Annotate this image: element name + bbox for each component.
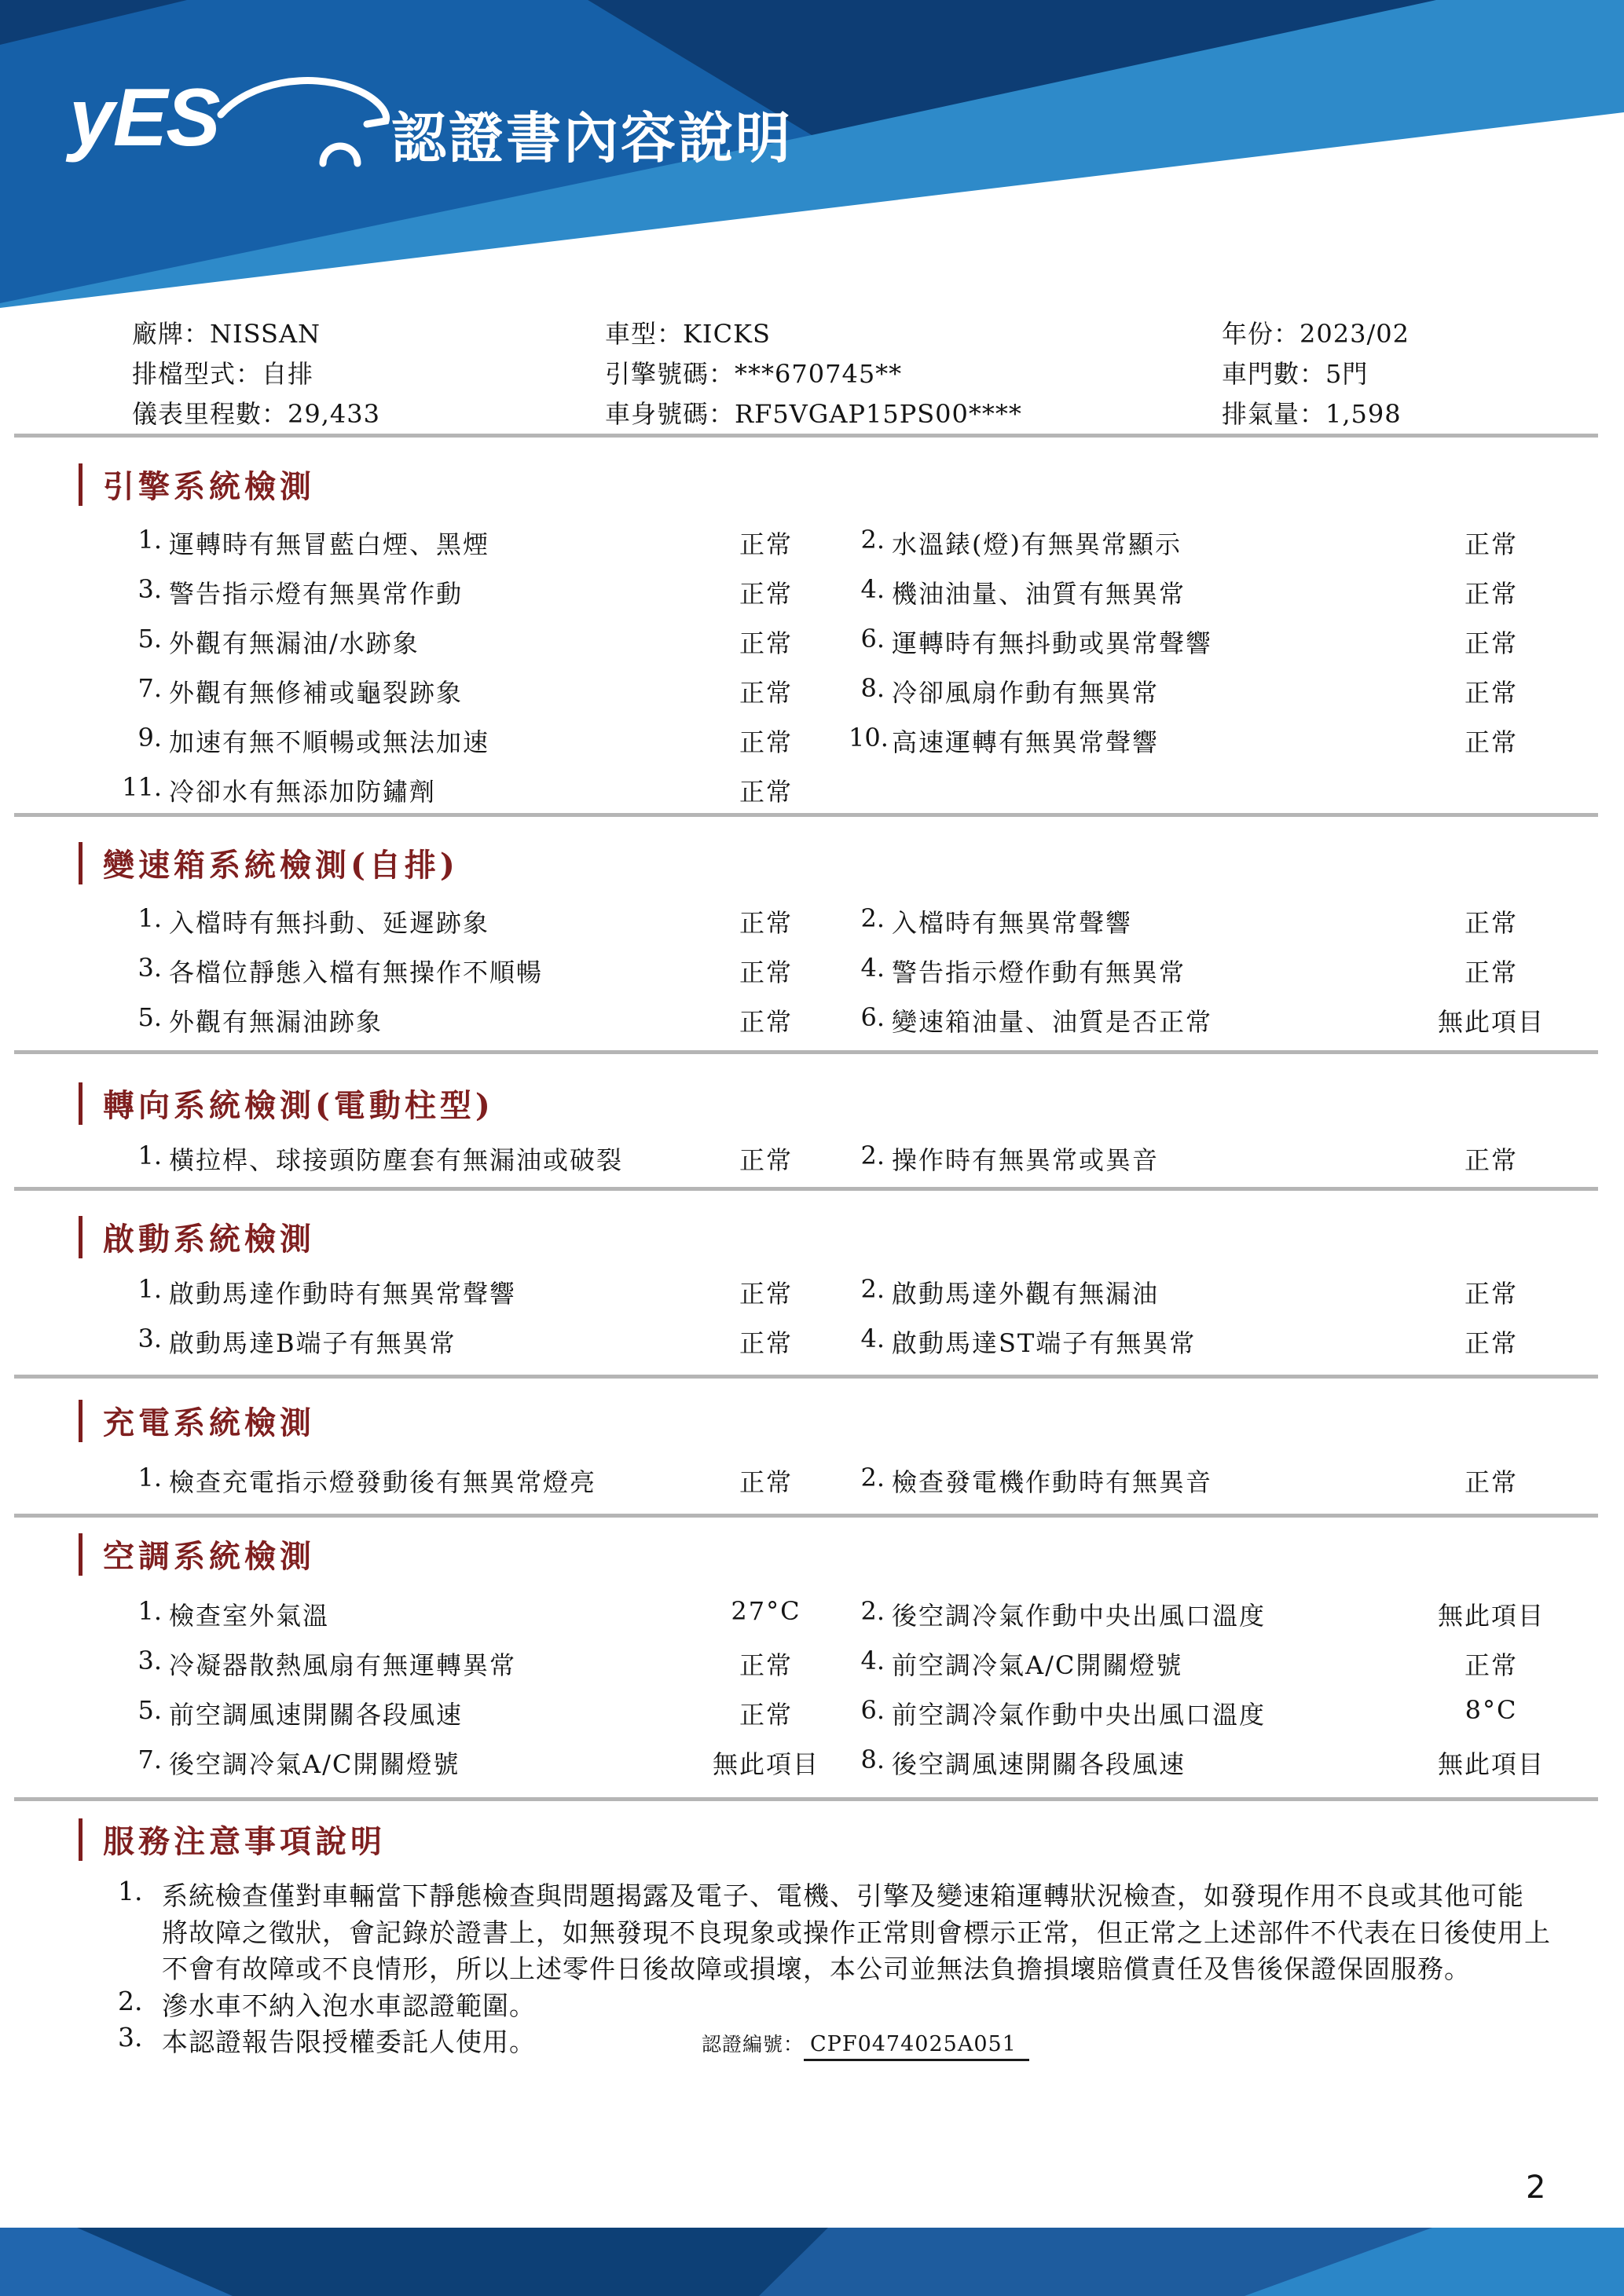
divider [14, 1050, 1598, 1054]
transmission-items [0, 903, 1624, 1052]
item-label: 檢查充電指示燈發動後有無異常燈亮 [169, 1467, 597, 1497]
item-no: 4. [860, 1324, 885, 1353]
item-no: 3. [137, 953, 162, 983]
item-label: 外觀有無修補或龜裂跡象 [169, 678, 464, 708]
item-no: 6. [860, 1695, 885, 1725]
item-result: 正常 [739, 908, 793, 938]
item-no: 1. [137, 903, 162, 933]
item-label: 冷卻風扇作動有無異常 [892, 678, 1160, 708]
item-no: 2. [860, 1274, 885, 1304]
car-icon [207, 71, 395, 173]
item-result: 正常 [1464, 1650, 1518, 1680]
item-no: 11. [122, 772, 162, 802]
item-no: 4. [860, 1646, 885, 1675]
item-no: 8. [860, 673, 885, 703]
title-bar [79, 842, 82, 884]
info-vin: 車身號碼：RF5VGAP15PS00**** [605, 399, 1022, 429]
item-no: 4. [860, 953, 885, 983]
item-result: 無此項目 [712, 1749, 819, 1779]
item-label: 前空調風速開關各段風速 [169, 1700, 464, 1730]
item-label: 入檔時有無抖動、延遲跡象 [169, 908, 490, 938]
item-no: 5. [137, 624, 162, 654]
item-no: 2. [860, 525, 885, 555]
info-model: 車型：KICKS [605, 319, 771, 349]
info-engine-no: 引擎號碼：***670745** [605, 359, 903, 389]
note-1-line-3: 不會有故障或不良情形，所以上述零件日後故障或損壞，本公司並無法負擔損壞賠償責任及售後保證保固服務。 [162, 1954, 1471, 1984]
item-result: 正常 [1464, 628, 1518, 658]
item-result: 無此項目 [1437, 1007, 1545, 1037]
section-title-engine: 引擎系統檢測 [79, 462, 315, 507]
item-result: 正常 [1464, 1467, 1518, 1497]
title-bar [79, 1400, 82, 1442]
item-label: 各檔位靜態入檔有無操作不順暢 [169, 958, 544, 987]
item-label: 檢查室外氣溫 [169, 1601, 330, 1631]
starter-items [0, 1274, 1624, 1373]
item-no: 1. [137, 1141, 162, 1170]
title-bar [79, 1082, 82, 1125]
item-label: 啟動馬達外觀有無漏油 [892, 1279, 1160, 1309]
item-label: 變速箱油量、油質是否正常 [892, 1007, 1213, 1037]
title-bar [79, 463, 82, 506]
yes-logo-text: yES [69, 72, 219, 163]
item-label: 啟動馬達B端子有無異常 [169, 1328, 456, 1358]
item-label: 橫拉桿、球接頭防塵套有無漏油或破裂 [169, 1145, 624, 1175]
info-year: 年份：2023/02 [1222, 319, 1410, 349]
item-result: 正常 [1464, 958, 1518, 987]
item-no: 10. [849, 723, 889, 753]
note-1-line-2: 將故障之徵狀，會記錄於證書上，如無發現不良現象或操作正常則會標示正常，但正常之上述部件不代表在日後使用上 [162, 1917, 1551, 1948]
item-label: 加速有無不順暢或無法加速 [169, 727, 490, 757]
divider [14, 434, 1598, 438]
item-result: 無此項目 [1437, 1749, 1545, 1779]
note-1-line-1: 1. 系統檢查僅對車輛當下靜態檢查與問題揭露及電子、電機、引擎及變速箱運轉狀況檢查，如發現作用不良或其他可能 [118, 1876, 1524, 1911]
item-no: 2. [860, 903, 885, 933]
item-label: 外觀有無漏油跡象 [169, 1007, 383, 1037]
item-no: 9. [137, 723, 162, 753]
item-result: 正常 [739, 1145, 793, 1175]
item-result: 正常 [739, 958, 793, 987]
vehicle-info [132, 314, 1583, 434]
ac-items [0, 1596, 1624, 1794]
item-result: 正常 [1464, 529, 1518, 559]
item-label: 後空調冷氣A/C開關燈號 [169, 1749, 460, 1779]
item-result: 正常 [1464, 727, 1518, 757]
title-bar [79, 1818, 82, 1861]
info-brand: 廠牌：NISSAN [132, 319, 321, 349]
divider [14, 1797, 1598, 1801]
item-label: 啟動馬達ST端子有無異常 [892, 1328, 1197, 1358]
steering-items [0, 1141, 1624, 1190]
info-mileage: 儀表里程數：29,433 [132, 399, 380, 429]
item-no: 1. [137, 1596, 162, 1626]
item-result: 正常 [1464, 678, 1518, 708]
item-result: 正常 [1464, 1279, 1518, 1309]
footer-banner [0, 2228, 1624, 2296]
certificate-number-value: CPF0474025A051 [804, 2032, 1029, 2061]
item-label: 啟動馬達作動時有無異常聲響 [169, 1279, 517, 1309]
section-title-starter: 啟動系統檢測 [79, 1214, 315, 1259]
item-label: 檢查發電機作動時有無異音 [892, 1467, 1213, 1497]
item-label: 警告指示燈作動有無異常 [892, 958, 1186, 987]
item-label: 後空調風速開關各段風速 [892, 1749, 1186, 1779]
item-no: 4. [860, 574, 885, 604]
item-no: 3. [137, 574, 162, 604]
item-result: 正常 [739, 777, 793, 807]
item-no: 1. [137, 1274, 162, 1304]
item-no: 7. [137, 673, 162, 703]
section-title-steering: 轉向系統檢測(電動柱型) [79, 1081, 494, 1126]
section-title-notes: 服務注意事項說明 [79, 1817, 386, 1862]
item-no: 7. [137, 1745, 162, 1774]
item-result: 正常 [739, 727, 793, 757]
item-no: 1. [137, 525, 162, 555]
item-result: 正常 [739, 1650, 793, 1680]
item-result: 正常 [739, 1328, 793, 1358]
divider [14, 813, 1598, 817]
item-result: 無此項目 [1437, 1601, 1545, 1631]
section-title-ac: 空調系統檢測 [79, 1532, 315, 1576]
certificate-number-label: 認證編號： [702, 2033, 805, 2056]
info-displacement: 排氣量：1,598 [1222, 399, 1402, 429]
yes-logo [69, 72, 399, 178]
divider [14, 1187, 1598, 1191]
item-result: 正常 [1464, 579, 1518, 609]
item-result: 正常 [1464, 1145, 1518, 1175]
item-label: 冷凝器散熱風扇有無運轉異常 [169, 1650, 517, 1680]
page-number: 2 [1526, 2170, 1546, 2206]
item-label: 前空調冷氣A/C開關燈號 [892, 1650, 1183, 1680]
info-transmission: 排檔型式：自排 [132, 359, 314, 389]
section-title-transmission: 變速箱系統檢測(自排) [79, 840, 459, 885]
item-label: 入檔時有無異常聲響 [892, 908, 1133, 938]
item-label: 高速運轉有無異常聲響 [892, 727, 1160, 757]
item-no: 1. [137, 1463, 162, 1492]
item-no: 8. [860, 1745, 885, 1774]
item-no: 3. [137, 1324, 162, 1353]
item-label: 運轉時有無抖動或異常聲響 [892, 628, 1213, 658]
item-result: 正常 [1464, 1328, 1518, 1358]
title-bar [79, 1216, 82, 1258]
item-result: 正常 [739, 1279, 793, 1309]
note-3: 3. 本認證報告限授權委託人使用。 [118, 2022, 536, 2057]
item-result: 正常 [739, 1700, 793, 1730]
title-bar [79, 1533, 82, 1576]
item-label: 警告指示燈有無異常作動 [169, 579, 464, 609]
item-label: 後空調冷氣作動中央出風口溫度 [892, 1601, 1267, 1631]
item-label: 運轉時有無冒藍白煙、黑煙 [169, 529, 490, 559]
page-title: 認證書內容說明 [391, 105, 793, 170]
note-2: 2. 滲水車不納入泡水車認證範圍。 [118, 1985, 536, 2021]
divider [14, 1375, 1598, 1379]
item-no: 6. [860, 1002, 885, 1032]
item-label: 水溫錶(燈)有無異常顯示 [892, 529, 1182, 559]
item-result: 正常 [739, 678, 793, 708]
certificate-number [702, 2029, 1029, 2057]
item-no: 2. [860, 1141, 885, 1170]
item-no: 6. [860, 624, 885, 654]
item-result: 正常 [739, 1007, 793, 1037]
item-no: 5. [137, 1002, 162, 1032]
item-no: 2. [860, 1463, 885, 1492]
item-label: 機油油量、油質有無異常 [892, 579, 1186, 609]
item-no: 2. [860, 1596, 885, 1626]
info-doors: 車門數：5門 [1222, 359, 1369, 389]
item-no: 3. [137, 1646, 162, 1675]
item-result: 正常 [739, 628, 793, 658]
item-result: 27°C [731, 1596, 801, 1626]
item-result: 正常 [739, 579, 793, 609]
item-no: 5. [137, 1695, 162, 1725]
item-label: 外觀有無漏油/水跡象 [169, 628, 420, 658]
section-title-charging: 充電系統檢測 [79, 1398, 315, 1443]
divider [14, 1514, 1598, 1518]
item-result: 正常 [739, 529, 793, 559]
item-label: 操作時有無異常或異音 [892, 1145, 1160, 1175]
engine-items [0, 525, 1624, 822]
item-result: 正常 [1464, 908, 1518, 938]
item-label: 冷卻水有無添加防鏽劑 [169, 777, 437, 807]
item-result: 正常 [739, 1467, 793, 1497]
charging-items [0, 1463, 1624, 1512]
item-label: 前空調冷氣作動中央出風口溫度 [892, 1700, 1267, 1730]
item-result: 8°C [1465, 1695, 1518, 1725]
